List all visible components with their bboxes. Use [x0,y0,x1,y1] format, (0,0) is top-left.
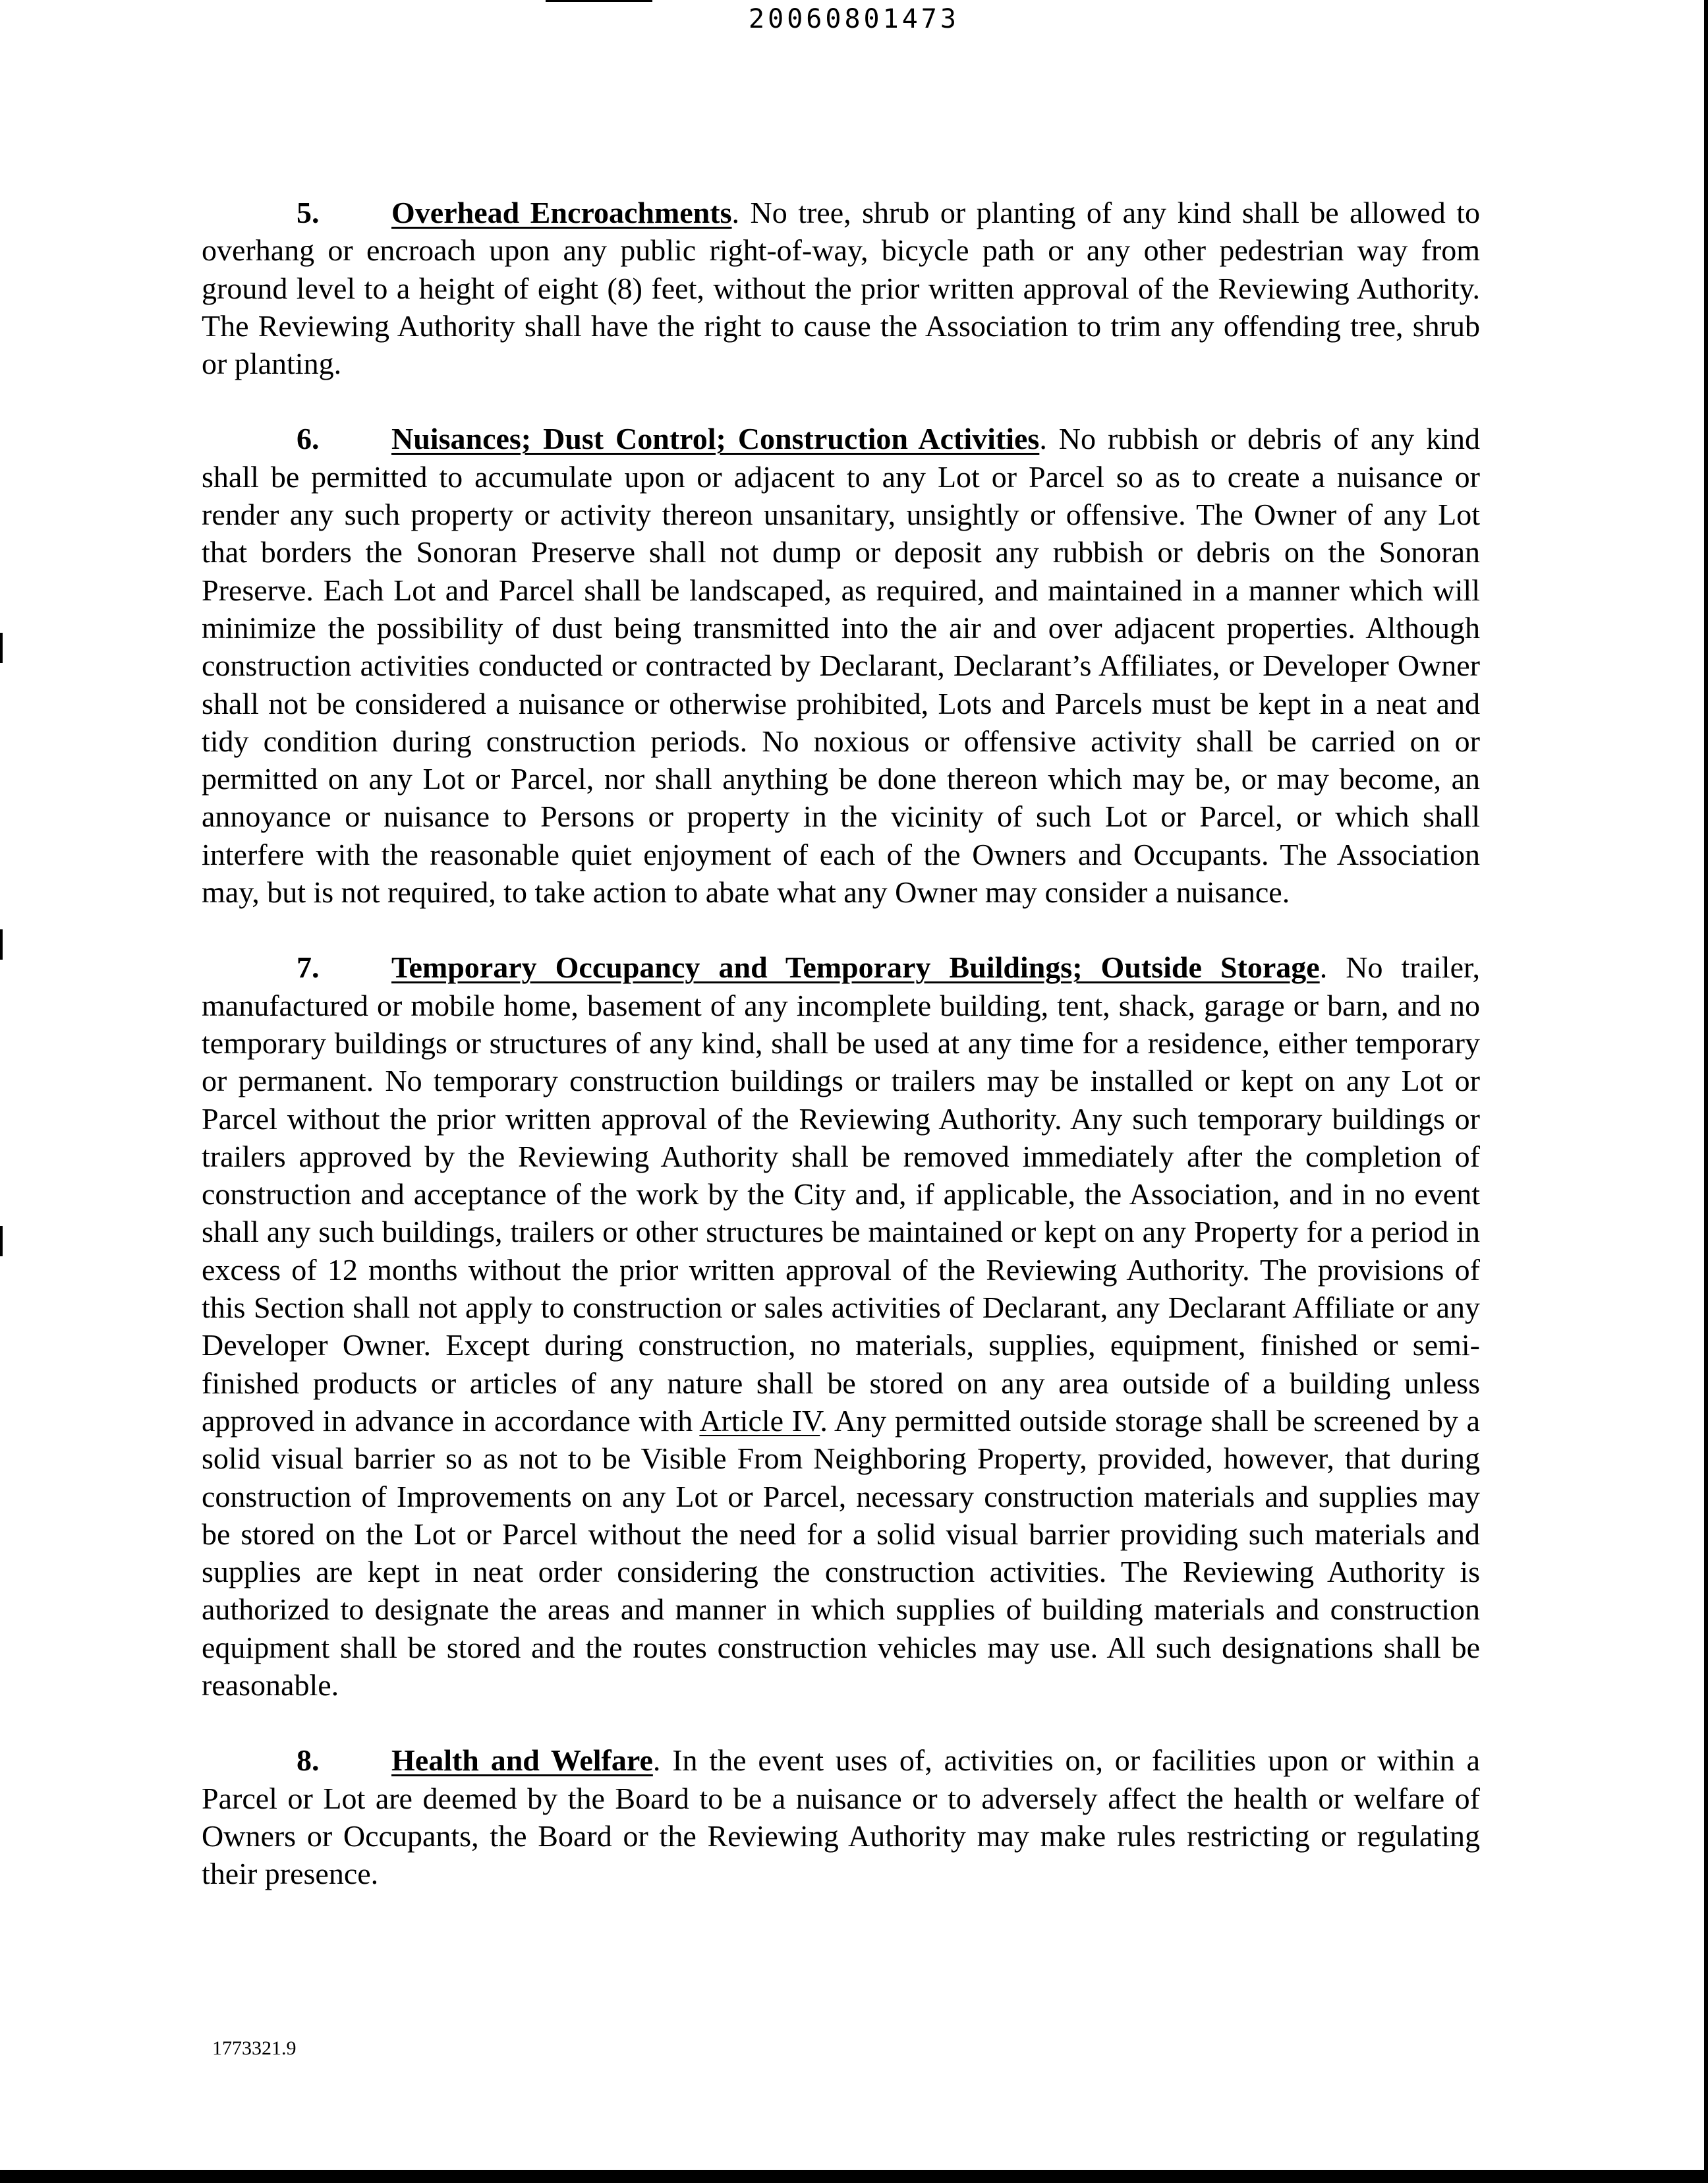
document-body [202,194,1480,1930]
article-reference: Article IV [699,1403,820,1438]
section-number: 8. [297,1743,320,1778]
document-id: 1773321.9 [212,2037,297,2059]
scan-bottom-border [0,2170,1708,2183]
section-6 [202,420,1480,911]
top-rule [546,0,652,2]
scan-edge-mark [0,633,3,663]
scan-edge-mark [0,929,3,960]
section-text-continued: . Any permitted outside storage shall be screened by a solid visual barrier so as not to be Visible From Neighboring Property, provided, however, that during construction of Improvements on any Lot or Parcel, necessary construction materials and supplies may be stored on the Lot or Parcel without the need for a solid visual barrier providing such materials and supplies are kept in neat order considering the construction activities. The Reviewing Authority is authorized to designate the areas and manner in which supplies of building materials and construction equipment shall be stored and the routes construction vehicles may use. All such designations shall be reasonable. [202,1403,1480,1702]
scan-right-border [1704,0,1708,2183]
section-heading: Nuisances; Dust Control; Construction Activities [391,422,1040,456]
section-8 [202,1741,1480,1892]
section-heading: Temporary Occupancy and Temporary Buildings; Outside Storage [391,950,1320,985]
section-heading: Health and Welfare [391,1743,653,1778]
section-number: 7. [297,950,320,985]
section-number: 5. [297,196,320,229]
section-text: . No tree, shrub or planting of any kind shall be allowed to overhang or encroach upon any public right-of-way, bicycle path or any other pedestrian way from ground level to a height of eight (8) feet, without the prior written approval of the Reviewing Authority. The Reviewing Authority shall have the right to cause the Association to trim any offending tree, shrub or planting. [202,196,1480,381]
section-text: . No rubbish or debris of any kind shall be permitted to accumulate upon or adjacent to any Lot or Parcel so as to create a nuisance or render any such property or activity thereon unsanitary, unsightly or offensive. The Owner of any Lot that borders the Sonoran Preserve shall not dump or deposit any rubbish or debris on the Sonoran Preserve. Each Lot and Parcel shall be landscaped, as required, and maintained in a manner which will minimize the possibility of dust being transmitted into the air and over adjacent properties. Although construction activities conducted or contracted by Declarant, Declarant’s Affiliates, or Developer Owner shall not be considered a nuisance or otherwise prohibited, Lots and Parcels must be kept in a neat and tidy condition during construction periods. No noxious or offensive activity shall be carried on or permitted on any Lot or Parcel, nor shall anything be done thereon which may be, or may become, an annoyance or nuisance to Persons or property in the vicinity of such Lot or Parcel, or which shall interfere with the reasonable quiet enjoyment of each of the Owners and Occupants. The Association may, but is not required, to take action to abate what any Owner may consider a nuisance. [202,422,1480,910]
section-text: . No trailer, manufactured or mobile home, basement of any incomplete building, tent, shack, garage or barn, and no temporary buildings or structures of any kind, shall be used at any time for a residence, either temporary or permanent. No temporary construction buildings or trailers may be installed or kept on any Lot or Parcel without the prior written approval of the Reviewing Authority. Any such temporary buildings or trailers approved by the Reviewing Authority shall be removed immediately after the completion of construction and acceptance of the work by the City and, if applicable, the Association, and in no event shall any such buildings, trailers or other structures be maintained or kept on any Property for a period in excess of 12 months without the prior written approval of the Reviewing Authority. The provisions of this Section shall not apply to construction or sales activities of Declarant, any Declarant Affiliate or any Developer Owner. Except during construction, no materials, supplies, equipment, finished or semi-finished products or articles of any nature shall be stored on any area outside of a building unless approved in advance in accordance with [202,950,1480,1438]
scan-edge-mark [0,1226,3,1256]
section-text: . In the event uses of, activities on, or facilities upon or within a Parcel or Lot are deemed by the Board to be a nuisance or to adversely affect the health or welfare of Owners or Occupants, the Board or the Reviewing Authority may make rules restricting or regulating their presence. [202,1743,1480,1891]
recording-number: 20060801473 [749,4,959,34]
section-7 [202,948,1480,1704]
section-heading: Overhead Encroachments [391,196,732,229]
section-number: 6. [297,422,320,456]
section-5 [202,194,1480,382]
